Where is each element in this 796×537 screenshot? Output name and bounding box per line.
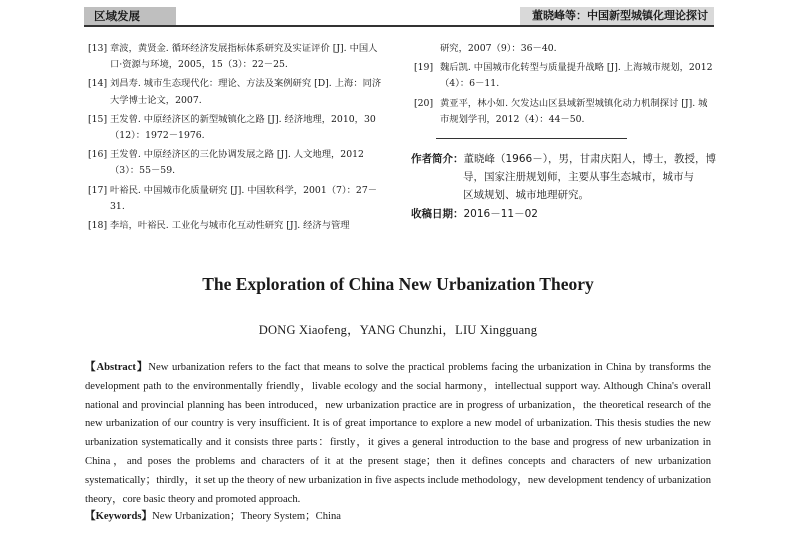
reference-item-continued — [414, 41, 714, 57]
received-date — [411, 206, 538, 221]
reference-item — [88, 76, 384, 108]
reference-number: [20] — [414, 97, 434, 109]
section-label: 区域发展 — [84, 7, 176, 25]
reference-text: 章波，黄贤金. 循环经济发展指标体系研究及实证评价 [J]. 中国人口·资源与环境，2005，15（3）：22－25. — [110, 43, 378, 71]
reference-text: 王发曾. 中原经济区的三化协调发展之路 [J]. 人文地理，2012（3）：55－59. — [110, 149, 364, 177]
received-label: 收稿日期： — [411, 208, 464, 220]
section-divider — [436, 138, 627, 139]
reference-number: [19] — [414, 62, 434, 74]
reference-number: [17] — [88, 184, 108, 196]
reference-number: [13] — [88, 43, 108, 54]
reference-text: 李培，叶裕民. 工业化与城市化互动性研究 [J]. 经济与管理 — [110, 220, 350, 232]
reference-number: [16] — [88, 149, 108, 161]
running-title: 董晓峰等：中国新型城镇化理论探讨 — [520, 7, 714, 25]
reference-text: 叶裕民. 中国城市化质量研究 [J]. 中国软科学，2001（7）：27－31. — [110, 184, 378, 212]
keywords-text: New Urbanization；Theory System；China — [152, 511, 341, 522]
reference-text: 魏后凯. 中国城市化转型与质量提升战略 [J]. 上海城市规划，2012（4）：6－11. — [440, 62, 713, 90]
english-title: The Exploration of China New Urbanization Theory — [202, 274, 594, 294]
references-left-column — [88, 41, 384, 237]
reference-item — [88, 147, 384, 179]
abstract-text: New urbanization refers to the fact that means to solve the practical problems facing the urbanization in China by transforms the development path to the environmentally friendly，livable ecology and the social harmony，intellectual support way. Although China's overall national and provincial planning has been introduced，new urbanization practice are in progress of urbanization，the theoretical research of the new urbanization of our country is very insufficient. It is of great importance to explore a new model of urbanization. This thesis studies the new urbanization systematically and it consists three parts：firstly，it gives a general introduction to the base and progress of new urbanization in China，and poses the problems and characters of it at the present stage；then it defines concepts and characters of new urbanization systematically；thirdly，it set up the theory of new urbanization in five aspects include methodology，new development tendency of urbanization theory，core basic theory and promoted approach. — [85, 362, 712, 505]
reference-text: 研究，2007（9）：36－40. — [440, 43, 557, 54]
reference-item — [414, 60, 714, 92]
reference-number: [14] — [88, 78, 108, 90]
english-authors: DONG Xiaofeng，YANG Chunzhi，LIU Xingguang — [258, 323, 538, 337]
english-abstract — [85, 359, 711, 509]
reference-item — [88, 112, 384, 144]
reference-item — [88, 218, 384, 234]
references-right-column — [414, 41, 714, 131]
reference-item — [88, 41, 384, 73]
author-info-line: 区域规划、城市地理研究。 — [463, 189, 589, 201]
header-rule — [84, 25, 714, 27]
received-value: 2016－11－02 — [463, 208, 538, 220]
abstract-label: 【Abstract】 — [85, 362, 149, 373]
author-info-line: 董晓峰（1966－），男，甘肃庆阳人，博士，教授，博 — [463, 153, 716, 165]
reference-number: [15] — [88, 113, 108, 125]
reference-text: 王发曾. 中原经济区的新型城镇化之路 [J]. 经济地理，2010，30（12）：1972－1976. — [110, 113, 376, 142]
running-header — [84, 7, 714, 25]
author-info-line: 导，国家注册规划师，主要从事生态城市，城市与 — [463, 171, 694, 183]
reference-text: 刘昌寿. 城市生态现代化：理论、方法及案例研究 [D]. 上海：同济大学博士论文，2007. — [110, 78, 382, 106]
author-info-label: 作者简介： — [411, 153, 464, 165]
keywords-label: 【Keywords】 — [85, 511, 153, 522]
reference-number: [18] — [88, 220, 108, 232]
reference-item — [414, 96, 714, 128]
reference-text: 黄亚平，林小如. 欠发达山区县域新型城镇化动力机制探讨 [J]. 城市规划学刊，2012（4）：44－50. — [440, 97, 708, 125]
author-info — [411, 150, 716, 204]
reference-item — [88, 183, 384, 215]
english-keywords — [85, 508, 711, 523]
